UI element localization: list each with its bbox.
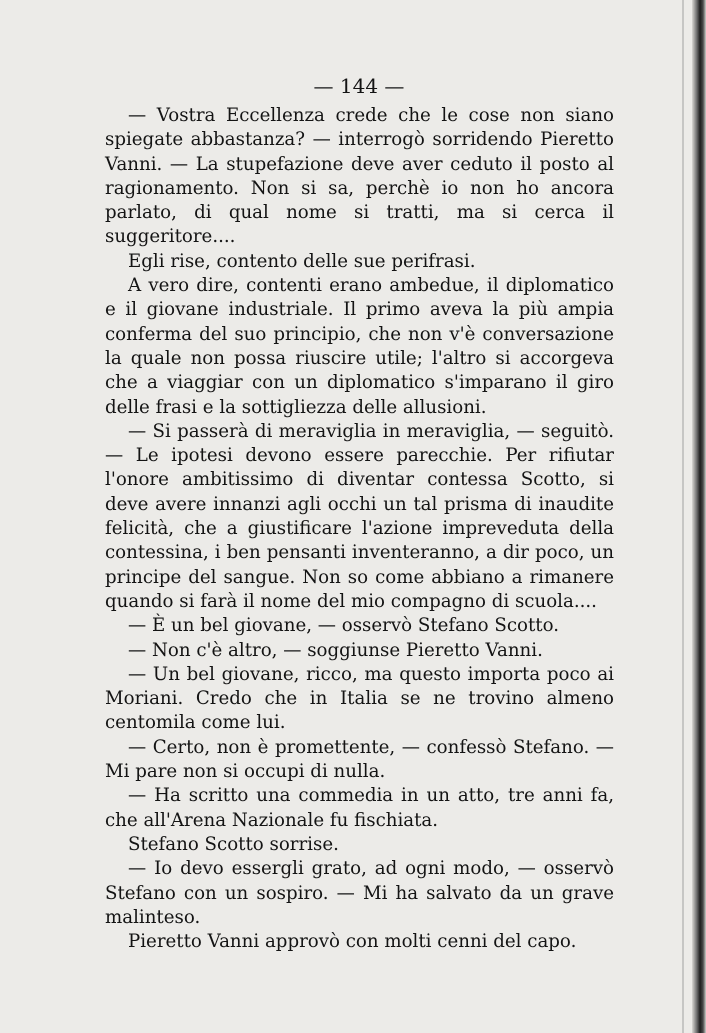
paragraph: Stefano Scotto sorrise. bbox=[128, 833, 339, 855]
paragraph: — Si passerà di meraviglia in meraviglia, — seguitò. — Le ipotesi devono essere parecchie. Per rifiutar l'onore ambitissimo di diventar contessa Scotto, si deve avere innanzi agli occhi un tal prisma di inaudite felicità, che a giustificare l'azione impreveduta della contessina, i ben pensanti inventeranno, a dir poco, un principe del sangue. Non so come abbiano a rimanere quando si farà il nome del mio compagno di scuola.... bbox=[105, 420, 614, 612]
paragraph: — Un bel giovane, ricco, ma questo importa poco ai Moriani. Credo che in Italia se ne trovino almeno centomila come lui. bbox=[105, 663, 614, 734]
paragraph: — Ha scritto una commedia in un atto, tre anni fa, che all'Arena Nazionale fu fischiata. bbox=[105, 785, 614, 831]
paragraph: — Io devo essergli grato, ad ogni modo, — osservò Stefano con un sospiro. — Mi ha salvato da un grave malinteso. bbox=[105, 858, 614, 928]
binding-shadow bbox=[682, 0, 684, 1033]
paragraph: — Non c'è altro, — soggiunse Pieretto Vanni. bbox=[128, 639, 543, 661]
paragraph: Pieretto Vanni approvò con molti cenni del capo. bbox=[128, 931, 577, 953]
book-spine-edge bbox=[692, 0, 706, 1033]
page-number: — 144 — bbox=[313, 74, 405, 98]
paragraph: — È un bel giovane, — osservò Stefano Scotto. bbox=[128, 615, 560, 637]
paragraph: A vero dire, contenti erano ambedue, il diplomatico e il giovane industriale. Il primo aveva la più ampia conferma del suo principio, che non v'è conversazione la quale non possa riuscire utile; l'altro si accorgeva che a viaggiar con un diplomatico s'imparano il giro delle frasi e la sottigliezza delle allusioni. bbox=[105, 275, 614, 418]
paragraph: Egli rise, contento delle sue perifrasi. bbox=[128, 250, 476, 272]
page-body bbox=[105, 104, 614, 954]
paragraph: — Vostra Eccellenza crede che le cose non siano spiegate abbastanza? — interrogò sorridendo Pieretto Vanni. — La stupefazione deve aver ceduto il posto al ragionamento. Non si sa, perchè io non ho ancora parlato, di qual nome si tratti, ma si cerca il suggeritore.... bbox=[105, 105, 614, 248]
paragraph: — Certo, non è promettente, — confessò Stefano. — Mi pare non si occupi di nulla. bbox=[105, 736, 614, 783]
